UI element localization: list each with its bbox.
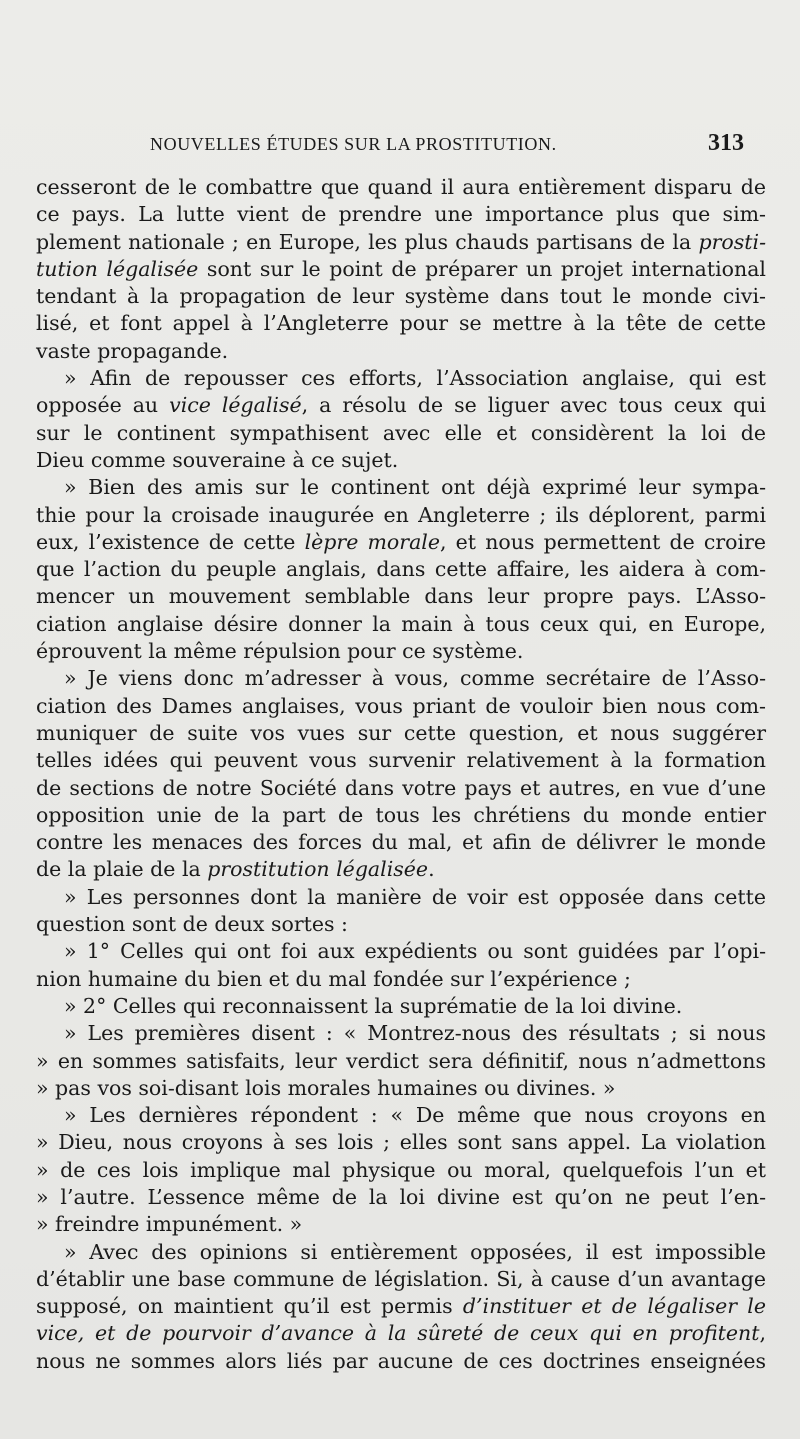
text-line: thie pour la croisade inaugurée en Angleterre ; ils déplorent, parmi: [36, 502, 766, 527]
text-line: question sont de deux sortes :: [36, 912, 348, 937]
text-line: supposé, on maintient qu’il est permis d’instituer et de légaliser le: [36, 1294, 766, 1319]
text-line: Dieu comme souveraine à ce sujet.: [36, 447, 399, 472]
text-line: ciation des Dames anglaises, vous priant de vouloir bien nous com-: [36, 693, 766, 718]
text-line: » Afin de repousser ces efforts, l’Association anglaise, qui est: [64, 366, 766, 391]
text-line: de sections de notre Société dans votre pays et autres, en vue d’une: [36, 775, 766, 800]
body-text: [36, 174, 766, 1375]
text-line: » de ces lois implique mal physique ou moral, quelquefois l’un et: [36, 1157, 766, 1182]
text-line: vice, et de pourvoir d’avance à la sûreté de ceux qui en profitent,: [36, 1321, 766, 1346]
text-line: » Les dernières répondent : « De même que nous croyons en: [64, 1103, 766, 1128]
text-line: nous ne sommes alors liés par aucune de ces doctrines enseignées: [36, 1348, 766, 1373]
text-line: lisé, et font appel à l’Angleterre pour se mettre à la tête de cette: [36, 311, 766, 336]
text-line: » en sommes satisfaits, leur verdict sera définitif, nous n’admettons: [36, 1048, 766, 1073]
text-line: » 2° Celles qui reconnaissent la suprématie de la loi divine.: [64, 993, 683, 1018]
page-number: 313: [708, 130, 744, 156]
text-line: » Les premières disent : « Montrez-nous des résultats ; si nous: [64, 1021, 766, 1046]
text-line: contre les menaces des forces du mal, et afin de délivrer le monde: [36, 830, 766, 855]
text-line: mencer un mouvement semblable dans leur propre pays. L’Asso-: [36, 584, 766, 609]
text-line: telles idées qui peuvent vous survenir relativement à la formation: [36, 748, 766, 773]
text-line: ciation anglaise désire donner la main à tous ceux qui, en Europe,: [36, 611, 766, 636]
text-line: tendant à la propagation de leur système dans tout le monde civi-: [36, 284, 766, 309]
text-line: eux, l’existence de cette lèpre morale, et nous permettent de croire: [36, 529, 767, 554]
text-line: sur le continent sympathisent avec elle et considèrent la loi de: [36, 420, 766, 445]
text-line: opposée au vice légalisé, a résolu de se liguer avec tous ceux qui: [36, 393, 766, 418]
text-line: » 1° Celles qui ont foi aux expédients ou sont guidées par l’opi-: [64, 939, 766, 964]
text-line: ce pays. La lutte vient de prendre une importance plus que sim-: [36, 202, 766, 227]
text-line: » Dieu, nous croyons à ses lois ; elles sont sans appel. La violation: [36, 1130, 766, 1155]
text-line: » l’autre. L’essence même de la loi divine est qu’on ne peut l’en-: [36, 1184, 766, 1209]
page-header: [0, 128, 800, 158]
text-line: » Avec des opinions si entièrement opposées, il est impossible: [64, 1239, 766, 1264]
text-line: de la plaie de la prostitution légalisée.: [36, 857, 435, 882]
text-line: que l’action du peuple anglais, dans cette affaire, les aidera à com-: [36, 557, 766, 582]
text-line: muniquer de suite vos vues sur cette question, et nous suggérer: [36, 720, 766, 745]
text-line: opposition unie de la part de tous les chrétiens du monde entier: [36, 802, 766, 827]
text-line: éprouvent la même répulsion pour ce système.: [36, 639, 524, 664]
text-line: vaste propagande.: [36, 338, 229, 363]
text-line: » freindre impunément. »: [36, 1212, 303, 1237]
text-line: » Bien des amis sur le continent ont déjà exprimé leur sympa-: [64, 475, 766, 500]
text-line: » pas vos soi-disant lois morales humaines ou divines. »: [36, 1075, 616, 1100]
running-head: NOUVELLES ÉTUDES SUR LA PROSTITUTION.: [150, 134, 557, 154]
text-line: » Les personnes dont la manière de voir est opposée dans cette: [64, 884, 766, 909]
text-line: » Je viens donc m’adresser à vous, comme secrétaire de l’Asso-: [64, 666, 766, 691]
text-line: cesseront de le combattre que quand il aura entièrement disparu de: [36, 175, 766, 199]
text-line: nion humaine du bien et du mal fondée sur l’expérience ;: [36, 966, 631, 991]
text-line: tution légalisée sont sur le point de préparer un projet international: [36, 256, 766, 281]
text-line: plement nationale ; en Europe, les plus chauds partisans de la prosti-: [36, 229, 766, 254]
text-line: d’établir une base commune de législation. Si, à cause d’un avantage: [36, 1266, 766, 1291]
